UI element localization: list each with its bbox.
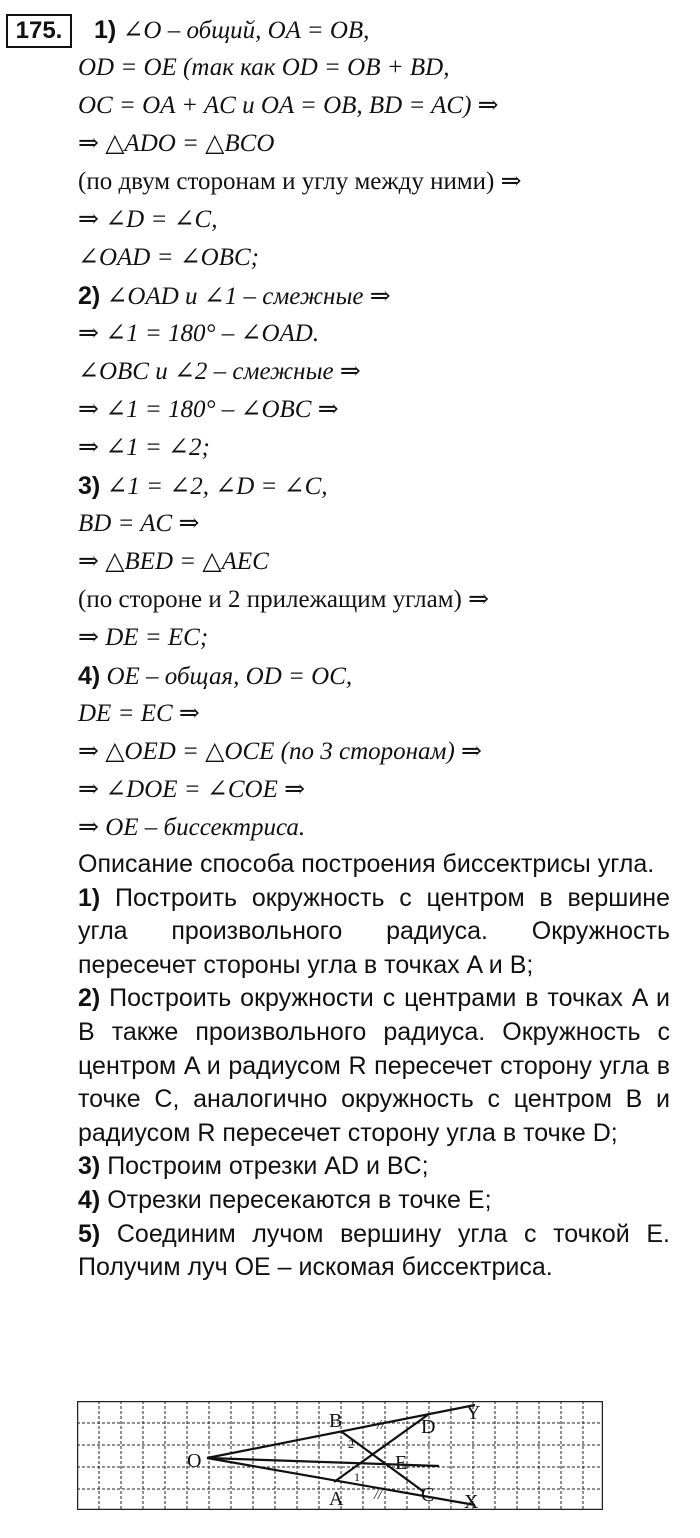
label-c: C: [421, 1484, 435, 1506]
solution-line: ⇒ ∠1 = ∠2;: [78, 434, 210, 461]
solution-line: DE = EC ⇒: [78, 700, 200, 727]
solution-line: 2) ∠OAD и ∠1 – смежные ⇒: [78, 282, 391, 310]
description-title: Описание способа построения биссектрисы угла.: [78, 850, 655, 878]
solution-line: ⇒ ∠1 = 180° – ∠OBC ⇒: [78, 396, 339, 423]
solution-line: (по двум сторонам и углу между ними) ⇒: [78, 168, 522, 195]
solution-line: ⇒ ∠DOE = ∠COE ⇒: [78, 776, 306, 803]
label-a: A: [329, 1488, 344, 1510]
solution-line: ∠OAD = ∠OBC;: [78, 244, 259, 271]
construction-step: 4) Отрезки пересекаются в точке E;: [78, 1185, 492, 1214]
bisector-construction-figure: [77, 1401, 603, 1510]
label-angle-1: 1: [354, 1470, 360, 1484]
solution-line: ⇒ △OED = △OCE (по 3 сторонам) ⇒: [78, 738, 483, 765]
problem-number: 175.: [6, 14, 72, 48]
solution-line: OD = OE (так как OD = OB + BD,: [78, 54, 450, 81]
solution-line: ⇒ △ADO = △BCO: [78, 130, 275, 157]
label-e: E: [395, 1452, 408, 1474]
solution-line: ⇒ OE – биссектриса.: [78, 814, 306, 841]
construction-step: 2) Построить окружности с центрами в точках A и B также произвольного радиуса. Окружность с центром A и радиусом R пересечет сторону угла в точке C, аналогично окружность с центром B и радиусом R пересечет сторону угла в точке D;: [78, 984, 670, 1147]
description-block: [78, 848, 670, 1285]
solution-line: 1) ∠O – общий, OA = OB,: [94, 16, 370, 44]
solution-line: ⇒ ∠1 = 180° – ∠OAD.: [78, 320, 320, 347]
solution-line: ∠OBC и ∠2 – смежные ⇒: [78, 358, 361, 385]
label-y: Y: [466, 1402, 481, 1424]
solution-line: ⇒ DE = EC;: [78, 624, 209, 651]
label-angle-2: 2: [348, 1437, 354, 1451]
label-o: O: [187, 1450, 202, 1472]
label-d: D: [421, 1416, 436, 1438]
solution-line: BD = AC ⇒: [78, 510, 200, 537]
construction-step: 5) Соединим лучом вершину угла с точкой E. Получим луч OE – искомая биссектриса.: [78, 1219, 671, 1282]
label-x: X: [464, 1491, 479, 1510]
solution-line: ⇒ ∠D = ∠C,: [78, 206, 218, 233]
construction-step: 1) Построить окружность с центром в вершине угла произвольного радиуса. Окружность пересечет стороны угла в точках A и B;: [78, 883, 671, 979]
tick-mark-bd: //: [377, 1418, 385, 1433]
solution-line: (по стороне и 2 прилежащим углам) ⇒: [78, 586, 490, 613]
solution-line: OC = OA + AC и OA = OB, BD = AC) ⇒: [78, 92, 499, 119]
solution-line: ⇒ △BED = △AEC: [78, 548, 269, 575]
solution-line: 3) ∠1 = ∠2, ∠D = ∠C,: [78, 472, 328, 500]
tick-mark-ac: //: [374, 1488, 382, 1503]
construction-step: 3) Построим отрезки AD и BC;: [78, 1152, 429, 1181]
label-b: B: [329, 1410, 343, 1432]
solution-line: 4) OE – общая, OD = OC,: [78, 662, 353, 690]
